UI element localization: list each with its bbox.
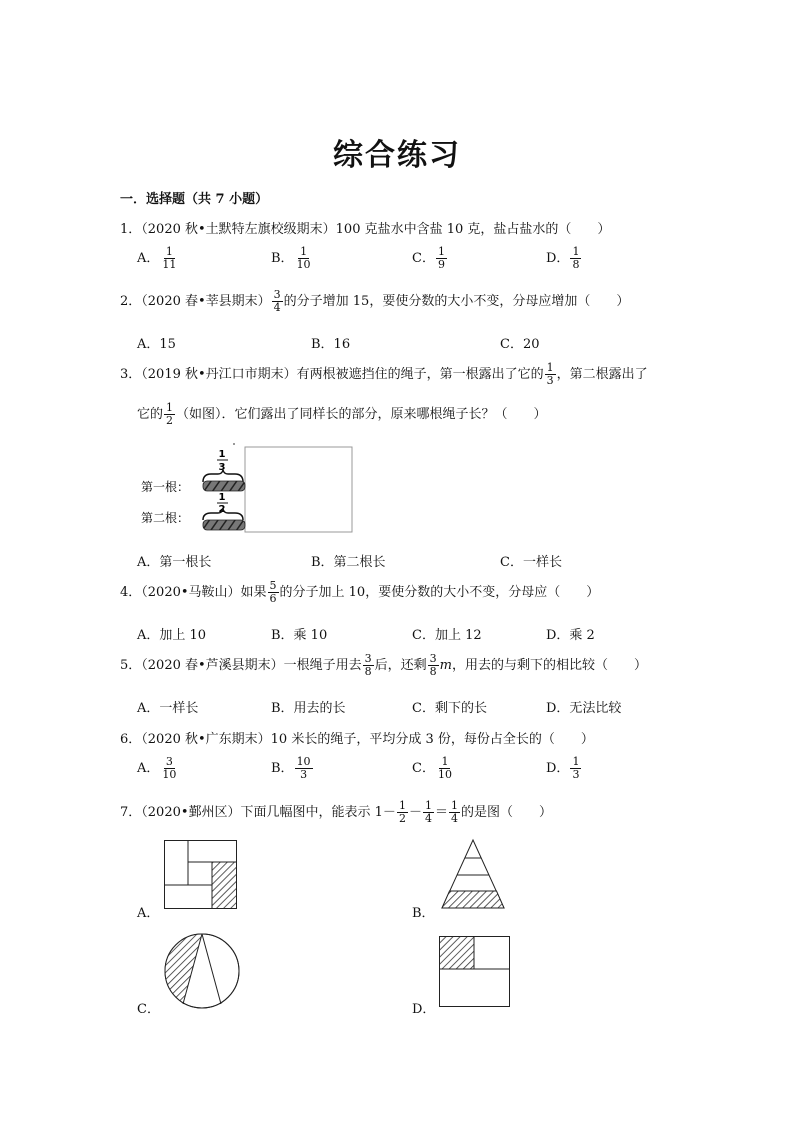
q6-option-a[interactable]: A． $\frac{3}{10}$ [137,755,177,781]
rope-1-label: 第一根： [141,480,190,494]
q5-option-b[interactable]: B．用去的长 [271,701,346,716]
q3-option-b[interactable]: B．第二根长 [311,555,386,570]
q1-option-c-fraction: $\frac{1}{9}$ [437,245,445,271]
q4-option-b[interactable]: B．乘 10 [271,628,328,643]
q1-option-d[interactable] [546,246,582,271]
q1-option-d-label: D． [546,251,570,266]
q7-option-a[interactable]: A． [137,906,160,921]
q3-option-a[interactable]: A．第一根长 [137,555,212,570]
q6-option-d[interactable]: D． $\frac{1}{3}$ [546,755,580,781]
section-heading: 一．选择题（共 7 小题） [120,192,269,207]
q5-option-c[interactable]: C．剩下的长 [412,701,487,716]
question-1-stem: 1．（2020 秋•土默特左旗校级期末）100 克盐水中含盐 10 克，盐占盐水的（ ） [120,222,611,237]
question-5-stem: 5．（2020 春•芦溪县期末）一根绳子用去 $\frac{3}{8}$ 后，还剩 $\frac{3}{8}$ m，用去的与剩下的相比较（ ） [120,652,648,678]
q7-option-c[interactable]: C． [137,1002,160,1017]
q4-option-a[interactable]: A．加上 10 [137,628,207,643]
brace-1-denominator: 3 [218,462,226,473]
q2-option-c[interactable]: C．20 [500,337,540,352]
q6-option-c[interactable]: C． $\frac{1}{10}$ [412,755,452,781]
q1-option-b-label: B． [271,251,294,266]
q5-option-a[interactable]: A．一样长 [137,701,199,716]
rope-2-label: 第二根： [141,511,190,525]
figure-a-shaded-region [212,862,237,909]
figure-b[interactable] [440,838,506,910]
q1-option-a[interactable] [137,246,179,271]
q6-option-b[interactable]: B． $\frac{10}{3}$ [271,755,311,781]
figure-a[interactable] [164,840,238,910]
q1-option-c-label: C． [412,251,435,266]
figure-c[interactable] [163,932,241,1010]
brace-1 [203,470,243,482]
q2-option-a[interactable]: A．15 [137,337,176,352]
q5-option-d[interactable]: D．无法比较 [546,701,622,716]
brace-2-denominator: 2 [218,504,226,515]
question-3-line-2: 它的 $\frac{1}{2}$ （如图）．它们露出了同样长的部分，原来哪根绳子长？（ ） [137,401,547,427]
q7-option-b[interactable]: B． [412,906,435,921]
question-6-stem: 6．（2020 秋•广东期末）10 米长的绳子，平均分成 3 份，每份占全长的（ ） [120,732,594,747]
q3-option-c[interactable]: C．一样长 [500,555,562,570]
question-3-line-1: 3．（2019 秋•丹江口市期末）有两根被遮挡住的绳子，第一根露出了它的 $\frac{1}{3}$ ，第二根露出了 [120,361,648,387]
rope-1 [203,481,245,491]
question-2-stem: 2．（2020 春•莘县期末） $\frac{3}{4}$ 的分子增加 15，要使分数的大小不变，分母应增加（ ） [120,288,630,314]
q7-option-d[interactable]: D． [412,1002,436,1017]
figure-b-shaded-region [442,891,504,908]
q1-option-d-fraction: $\frac{1}{8}$ [572,245,580,271]
q1-option-a-label: A． [137,251,160,266]
q1-option-c[interactable] [412,246,448,271]
brace-1-numerator: 1 [218,449,226,460]
q1-option-a-fraction: $\frac{1}{11}$ [162,245,177,271]
figure-d-shaded-region [440,937,475,970]
rope-2 [203,520,245,530]
q1-option-b[interactable] [271,246,314,271]
question-4-stem: 4．（2020•马鞍山）如果 $\frac{5}{6}$ 的分子加上 10，要使分数的大小不变，分母应（ ） [120,579,600,605]
question-7-stem: 7．（2020•鄞州区）下面几幅图中，能表示 1－ $\frac{1}{2}$ － $\frac{1}{4}$ ＝ $\frac{1}{4}$ 的是图（ ） [120,799,552,825]
rope-figure [135,442,357,538]
page-title: 综合练习 [333,138,461,173]
q2-option-b[interactable]: B．16 [311,337,351,352]
figure-d[interactable] [439,936,511,1008]
q1-option-b-fraction: $\frac{1}{10}$ [296,245,311,271]
brace-2-numerator: 1 [218,492,226,503]
q4-option-d[interactable]: D．乘 2 [546,628,595,643]
q4-option-c[interactable]: C．加上 12 [412,628,482,643]
